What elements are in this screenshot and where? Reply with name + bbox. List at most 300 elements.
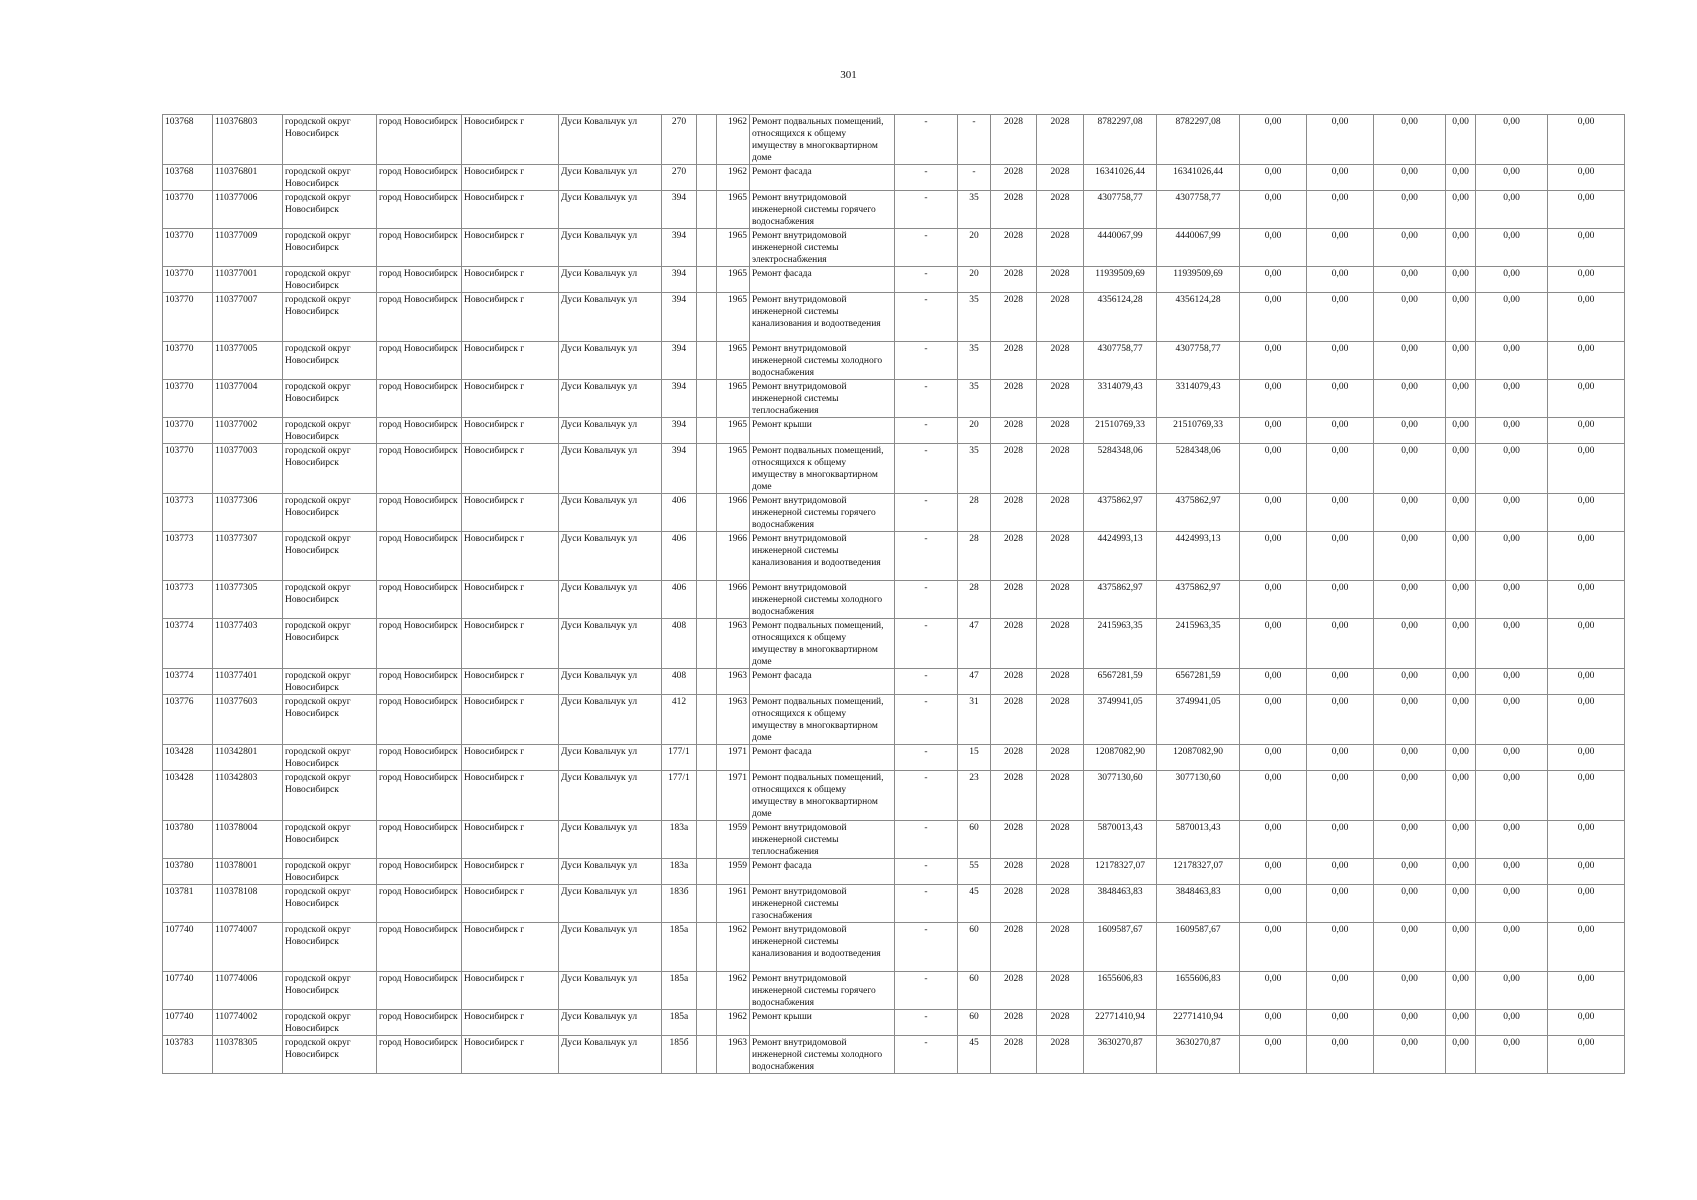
- row-year: 1962: [717, 115, 750, 165]
- row-street: Дуси Ковальчук ул: [559, 293, 662, 342]
- row-year-end: 2028: [1037, 745, 1084, 771]
- row-year-end: 2028: [1037, 418, 1084, 444]
- row-id: 103774: [163, 619, 213, 669]
- row-v6: 0,00: [1548, 1036, 1625, 1074]
- table-row: [163, 1010, 1625, 1036]
- row-v1: 0,00: [1240, 581, 1307, 619]
- row-year-start: 2028: [991, 293, 1037, 342]
- row-house: 406: [662, 494, 697, 532]
- row-cost-total: 4440067,99: [1084, 229, 1157, 267]
- row-house: 270: [662, 115, 697, 165]
- row-year-start: 2028: [991, 191, 1037, 229]
- row-house: 394: [662, 229, 697, 267]
- table-row: [163, 972, 1625, 1010]
- row-cost-total: 4375862,97: [1084, 494, 1157, 532]
- row-year-start: 2028: [991, 581, 1037, 619]
- row-v6: 0,00: [1548, 293, 1625, 342]
- row-c1: -: [895, 494, 958, 532]
- row-cost-total: 4375862,97: [1084, 581, 1157, 619]
- row-blank: [697, 771, 717, 821]
- row-district: городской округ Новосибирск: [283, 444, 377, 494]
- row-locality: город Новосибирск: [377, 859, 462, 885]
- row-id: 103780: [163, 859, 213, 885]
- row-v5: 0,00: [1476, 859, 1548, 885]
- row-v5: 0,00: [1476, 669, 1548, 695]
- row-city: Новосибирск г: [462, 115, 559, 165]
- row-street: Дуси Ковальчук ул: [559, 342, 662, 380]
- row-c2: 35: [958, 380, 991, 418]
- row-v4: 0,00: [1446, 821, 1476, 859]
- row-c2: 23: [958, 771, 991, 821]
- row-v1: 0,00: [1240, 532, 1307, 581]
- row-street: Дуси Ковальчук ул: [559, 923, 662, 972]
- row-v1: 0,00: [1240, 418, 1307, 444]
- row-cost-fund: 3077130,60: [1157, 771, 1240, 821]
- row-v5: 0,00: [1476, 342, 1548, 380]
- row-id: 103428: [163, 745, 213, 771]
- row-v6: 0,00: [1548, 619, 1625, 669]
- row-district: городской округ Новосибирск: [283, 619, 377, 669]
- row-district: городской округ Новосибирск: [283, 859, 377, 885]
- row-code: 110774007: [213, 923, 283, 972]
- row-v2: 0,00: [1307, 972, 1374, 1010]
- row-blank: [697, 342, 717, 380]
- table-row: [163, 191, 1625, 229]
- row-blank: [697, 532, 717, 581]
- row-city: Новосибирск г: [462, 1010, 559, 1036]
- row-year-start: 2028: [991, 229, 1037, 267]
- row-id: 103770: [163, 418, 213, 444]
- row-year: 1966: [717, 494, 750, 532]
- row-code: 110378108: [213, 885, 283, 923]
- row-blank: [697, 165, 717, 191]
- row-v2: 0,00: [1307, 165, 1374, 191]
- row-locality: город Новосибирск: [377, 444, 462, 494]
- row-work: Ремонт подвальных помещений, относящихся к общему имуществу в многоквартирном доме: [750, 444, 895, 494]
- row-cost-total: 1609587,67: [1084, 923, 1157, 972]
- row-district: городской округ Новосибирск: [283, 165, 377, 191]
- row-c2: 15: [958, 745, 991, 771]
- row-v5: 0,00: [1476, 972, 1548, 1010]
- row-blank: [697, 1036, 717, 1074]
- row-year-end: 2028: [1037, 821, 1084, 859]
- row-house: 394: [662, 380, 697, 418]
- row-city: Новосибирск г: [462, 1036, 559, 1074]
- row-district: городской округ Новосибирск: [283, 972, 377, 1010]
- row-v6: 0,00: [1548, 165, 1625, 191]
- row-cost-fund: 12087082,90: [1157, 745, 1240, 771]
- row-city: Новосибирск г: [462, 771, 559, 821]
- row-work: Ремонт внутридомовой инженерной системы горячего водоснабжения: [750, 191, 895, 229]
- row-c2: 28: [958, 494, 991, 532]
- row-district: городской округ Новосибирск: [283, 885, 377, 923]
- row-year-start: 2028: [991, 267, 1037, 293]
- row-v3: 0,00: [1374, 859, 1446, 885]
- row-locality: город Новосибирск: [377, 494, 462, 532]
- row-v6: 0,00: [1548, 444, 1625, 494]
- row-v3: 0,00: [1374, 342, 1446, 380]
- row-v1: 0,00: [1240, 821, 1307, 859]
- row-code: 110377306: [213, 494, 283, 532]
- row-v6: 0,00: [1548, 342, 1625, 380]
- row-street: Дуси Ковальчук ул: [559, 418, 662, 444]
- row-v6: 0,00: [1548, 267, 1625, 293]
- row-year: 1959: [717, 821, 750, 859]
- row-v4: 0,00: [1446, 745, 1476, 771]
- row-work: Ремонт внутридомовой инженерной системы теплоснабжения: [750, 380, 895, 418]
- row-street: Дуси Ковальчук ул: [559, 619, 662, 669]
- row-work: Ремонт крыши: [750, 418, 895, 444]
- row-year-end: 2028: [1037, 380, 1084, 418]
- row-district: городской округ Новосибирск: [283, 380, 377, 418]
- row-locality: город Новосибирск: [377, 229, 462, 267]
- row-v3: 0,00: [1374, 444, 1446, 494]
- row-c1: -: [895, 859, 958, 885]
- row-cost-total: 3077130,60: [1084, 771, 1157, 821]
- row-house: 270: [662, 165, 697, 191]
- row-year-start: 2028: [991, 923, 1037, 972]
- row-v6: 0,00: [1548, 581, 1625, 619]
- row-code: 110377403: [213, 619, 283, 669]
- row-cost-total: 8782297,08: [1084, 115, 1157, 165]
- row-cost-total: 5870013,43: [1084, 821, 1157, 859]
- row-v3: 0,00: [1374, 695, 1446, 745]
- row-c1: -: [895, 532, 958, 581]
- row-street: Дуси Ковальчук ул: [559, 695, 662, 745]
- row-house: 412: [662, 695, 697, 745]
- row-cost-fund: 16341026,44: [1157, 165, 1240, 191]
- row-street: Дуси Ковальчук ул: [559, 494, 662, 532]
- row-district: городской округ Новосибирск: [283, 342, 377, 380]
- row-street: Дуси Ковальчук ул: [559, 229, 662, 267]
- row-locality: город Новосибирск: [377, 619, 462, 669]
- row-street: Дуси Ковальчук ул: [559, 859, 662, 885]
- row-v3: 0,00: [1374, 165, 1446, 191]
- row-v4: 0,00: [1446, 1010, 1476, 1036]
- row-city: Новосибирск г: [462, 885, 559, 923]
- row-v6: 0,00: [1548, 695, 1625, 745]
- row-v4: 0,00: [1446, 923, 1476, 972]
- row-c1: -: [895, 972, 958, 1010]
- row-cost-fund: 5870013,43: [1157, 821, 1240, 859]
- row-v3: 0,00: [1374, 923, 1446, 972]
- row-district: городской округ Новосибирск: [283, 581, 377, 619]
- row-v2: 0,00: [1307, 669, 1374, 695]
- row-v1: 0,00: [1240, 494, 1307, 532]
- row-street: Дуси Ковальчук ул: [559, 771, 662, 821]
- row-work: Ремонт внутридомовой инженерной системы канализования и водоотведения: [750, 293, 895, 342]
- row-work: Ремонт внутридомовой инженерной системы газоснабжения: [750, 885, 895, 923]
- row-v1: 0,00: [1240, 695, 1307, 745]
- row-v6: 0,00: [1548, 380, 1625, 418]
- row-v4: 0,00: [1446, 494, 1476, 532]
- row-v5: 0,00: [1476, 191, 1548, 229]
- row-city: Новосибирск г: [462, 418, 559, 444]
- row-house: 185б: [662, 1036, 697, 1074]
- row-cost-fund: 6567281,59: [1157, 669, 1240, 695]
- row-v3: 0,00: [1374, 745, 1446, 771]
- row-work: Ремонт фасада: [750, 669, 895, 695]
- row-year: 1962: [717, 972, 750, 1010]
- row-v2: 0,00: [1307, 267, 1374, 293]
- row-v6: 0,00: [1548, 229, 1625, 267]
- row-c1: -: [895, 380, 958, 418]
- row-id: 107740: [163, 923, 213, 972]
- row-c2: 20: [958, 229, 991, 267]
- row-street: Дуси Ковальчук ул: [559, 115, 662, 165]
- row-id: 103768: [163, 165, 213, 191]
- row-city: Новосибирск г: [462, 581, 559, 619]
- row-v4: 0,00: [1446, 342, 1476, 380]
- row-cost-total: 3848463,83: [1084, 885, 1157, 923]
- row-c1: -: [895, 267, 958, 293]
- row-year: 1962: [717, 165, 750, 191]
- row-street: Дуси Ковальчук ул: [559, 165, 662, 191]
- row-district: городской округ Новосибирск: [283, 418, 377, 444]
- row-c2: 45: [958, 1036, 991, 1074]
- row-v3: 0,00: [1374, 229, 1446, 267]
- table-row: [163, 444, 1625, 494]
- row-street: Дуси Ковальчук ул: [559, 532, 662, 581]
- row-c2: 28: [958, 581, 991, 619]
- row-v1: 0,00: [1240, 293, 1307, 342]
- row-v4: 0,00: [1446, 532, 1476, 581]
- row-year-end: 2028: [1037, 695, 1084, 745]
- row-city: Новосибирск г: [462, 380, 559, 418]
- row-city: Новосибирск г: [462, 859, 559, 885]
- row-year: 1965: [717, 229, 750, 267]
- row-district: городской округ Новосибирск: [283, 771, 377, 821]
- row-v4: 0,00: [1446, 267, 1476, 293]
- row-v1: 0,00: [1240, 669, 1307, 695]
- row-year: 1963: [717, 619, 750, 669]
- row-work: Ремонт подвальных помещений, относящихся к общему имуществу в многоквартирном доме: [750, 771, 895, 821]
- row-cost-fund: 22771410,94: [1157, 1010, 1240, 1036]
- row-blank: [697, 972, 717, 1010]
- row-blank: [697, 115, 717, 165]
- row-work: Ремонт фасада: [750, 745, 895, 771]
- row-work: Ремонт внутридомовой инженерной системы холодного водоснабжения: [750, 1036, 895, 1074]
- row-locality: город Новосибирск: [377, 581, 462, 619]
- row-street: Дуси Ковальчук ул: [559, 380, 662, 418]
- row-c2: 35: [958, 342, 991, 380]
- row-year-start: 2028: [991, 494, 1037, 532]
- row-street: Дуси Ковальчук ул: [559, 581, 662, 619]
- row-c1: -: [895, 165, 958, 191]
- row-locality: город Новосибирск: [377, 418, 462, 444]
- row-v2: 0,00: [1307, 1010, 1374, 1036]
- row-locality: город Новосибирск: [377, 745, 462, 771]
- row-id: 107740: [163, 1010, 213, 1036]
- row-city: Новосибирск г: [462, 229, 559, 267]
- row-v4: 0,00: [1446, 885, 1476, 923]
- row-c1: -: [895, 191, 958, 229]
- row-cost-total: 2415963,35: [1084, 619, 1157, 669]
- row-street: Дуси Ковальчук ул: [559, 267, 662, 293]
- row-blank: [697, 821, 717, 859]
- row-v5: 0,00: [1476, 444, 1548, 494]
- row-v2: 0,00: [1307, 619, 1374, 669]
- row-blank: [697, 267, 717, 293]
- row-v1: 0,00: [1240, 1010, 1307, 1036]
- row-house: 177/1: [662, 745, 697, 771]
- row-house: 185а: [662, 923, 697, 972]
- row-v2: 0,00: [1307, 444, 1374, 494]
- row-blank: [697, 494, 717, 532]
- row-year-end: 2028: [1037, 619, 1084, 669]
- row-locality: город Новосибирск: [377, 532, 462, 581]
- row-city: Новосибирск г: [462, 191, 559, 229]
- row-locality: город Новосибирск: [377, 821, 462, 859]
- row-v2: 0,00: [1307, 380, 1374, 418]
- row-blank: [697, 923, 717, 972]
- row-year-start: 2028: [991, 745, 1037, 771]
- row-v1: 0,00: [1240, 229, 1307, 267]
- row-street: Дуси Ковальчук ул: [559, 821, 662, 859]
- row-locality: город Новосибирск: [377, 165, 462, 191]
- page-number: 301: [840, 69, 857, 81]
- table-row: [163, 859, 1625, 885]
- repair-schedule-table: [162, 114, 1625, 1074]
- row-locality: город Новосибирск: [377, 380, 462, 418]
- row-v4: 0,00: [1446, 191, 1476, 229]
- row-code: 110377603: [213, 695, 283, 745]
- row-v6: 0,00: [1548, 115, 1625, 165]
- row-c2: 60: [958, 821, 991, 859]
- row-code: 110376803: [213, 115, 283, 165]
- row-v1: 0,00: [1240, 191, 1307, 229]
- row-c1: -: [895, 745, 958, 771]
- row-city: Новосибирск г: [462, 972, 559, 1010]
- row-house: 394: [662, 444, 697, 494]
- row-city: Новосибирск г: [462, 494, 559, 532]
- row-code: 110378001: [213, 859, 283, 885]
- row-cost-total: 12178327,07: [1084, 859, 1157, 885]
- row-id: 103768: [163, 115, 213, 165]
- row-city: Новосибирск г: [462, 165, 559, 191]
- table-row: [163, 380, 1625, 418]
- row-v5: 0,00: [1476, 494, 1548, 532]
- row-year: 1963: [717, 695, 750, 745]
- row-v4: 0,00: [1446, 418, 1476, 444]
- row-year-end: 2028: [1037, 923, 1084, 972]
- row-year: 1963: [717, 1036, 750, 1074]
- row-house: 406: [662, 532, 697, 581]
- row-cost-fund: 4424993,13: [1157, 532, 1240, 581]
- row-v3: 0,00: [1374, 885, 1446, 923]
- row-id: 103428: [163, 771, 213, 821]
- row-code: 110376801: [213, 165, 283, 191]
- row-c1: -: [895, 444, 958, 494]
- row-cost-fund: 4375862,97: [1157, 581, 1240, 619]
- row-id: 103780: [163, 821, 213, 859]
- row-year-start: 2028: [991, 380, 1037, 418]
- row-cost-fund: 21510769,33: [1157, 418, 1240, 444]
- row-street: Дуси Ковальчук ул: [559, 444, 662, 494]
- row-v3: 0,00: [1374, 771, 1446, 821]
- row-v5: 0,00: [1476, 885, 1548, 923]
- table-row: [163, 532, 1625, 581]
- row-code: 110377401: [213, 669, 283, 695]
- row-year-start: 2028: [991, 165, 1037, 191]
- row-code: 110377006: [213, 191, 283, 229]
- row-id: 103770: [163, 444, 213, 494]
- row-house: 408: [662, 669, 697, 695]
- row-house: 394: [662, 418, 697, 444]
- row-cost-total: 4307758,77: [1084, 191, 1157, 229]
- row-c2: 60: [958, 1010, 991, 1036]
- row-v3: 0,00: [1374, 532, 1446, 581]
- row-v3: 0,00: [1374, 619, 1446, 669]
- row-city: Новосибирск г: [462, 342, 559, 380]
- row-v5: 0,00: [1476, 229, 1548, 267]
- row-cost-total: 3630270,87: [1084, 1036, 1157, 1074]
- row-id: 103773: [163, 532, 213, 581]
- row-city: Новосибирск г: [462, 267, 559, 293]
- row-street: Дуси Ковальчук ул: [559, 1036, 662, 1074]
- row-v4: 0,00: [1446, 229, 1476, 267]
- row-v4: 0,00: [1446, 165, 1476, 191]
- row-blank: [697, 418, 717, 444]
- row-blank: [697, 619, 717, 669]
- row-work: Ремонт внутридомовой инженерной системы канализования и водоотведения: [750, 532, 895, 581]
- row-v5: 0,00: [1476, 619, 1548, 669]
- row-v2: 0,00: [1307, 923, 1374, 972]
- row-v1: 0,00: [1240, 267, 1307, 293]
- row-code: 110378004: [213, 821, 283, 859]
- row-street: Дуси Ковальчук ул: [559, 191, 662, 229]
- row-v2: 0,00: [1307, 581, 1374, 619]
- row-c1: -: [895, 342, 958, 380]
- row-cost-fund: 2415963,35: [1157, 619, 1240, 669]
- row-v2: 0,00: [1307, 115, 1374, 165]
- row-blank: [697, 885, 717, 923]
- row-house: 394: [662, 267, 697, 293]
- row-cost-total: 16341026,44: [1084, 165, 1157, 191]
- row-year: 1965: [717, 267, 750, 293]
- row-city: Новосибирск г: [462, 923, 559, 972]
- row-code: 110377007: [213, 293, 283, 342]
- row-code: 110377305: [213, 581, 283, 619]
- row-street: Дуси Ковальчук ул: [559, 745, 662, 771]
- row-c2: 31: [958, 695, 991, 745]
- row-code: 110774006: [213, 972, 283, 1010]
- row-v6: 0,00: [1548, 885, 1625, 923]
- row-v4: 0,00: [1446, 581, 1476, 619]
- row-work: Ремонт фасада: [750, 165, 895, 191]
- row-locality: город Новосибирск: [377, 1036, 462, 1074]
- table-row: [163, 923, 1625, 972]
- row-id: 103781: [163, 885, 213, 923]
- row-year: 1962: [717, 923, 750, 972]
- row-v1: 0,00: [1240, 444, 1307, 494]
- row-c2: 28: [958, 532, 991, 581]
- row-work: Ремонт внутридомовой инженерной системы электроснабжения: [750, 229, 895, 267]
- row-v2: 0,00: [1307, 532, 1374, 581]
- row-year: 1965: [717, 444, 750, 494]
- row-locality: город Новосибирск: [377, 695, 462, 745]
- row-c2: 55: [958, 859, 991, 885]
- row-year: 1965: [717, 293, 750, 342]
- row-year-start: 2028: [991, 859, 1037, 885]
- row-v6: 0,00: [1548, 532, 1625, 581]
- row-v6: 0,00: [1548, 745, 1625, 771]
- row-house: 183а: [662, 821, 697, 859]
- row-locality: город Новосибирск: [377, 923, 462, 972]
- row-work: Ремонт внутридомовой инженерной системы теплоснабжения: [750, 821, 895, 859]
- row-house: 408: [662, 619, 697, 669]
- row-house: 183б: [662, 885, 697, 923]
